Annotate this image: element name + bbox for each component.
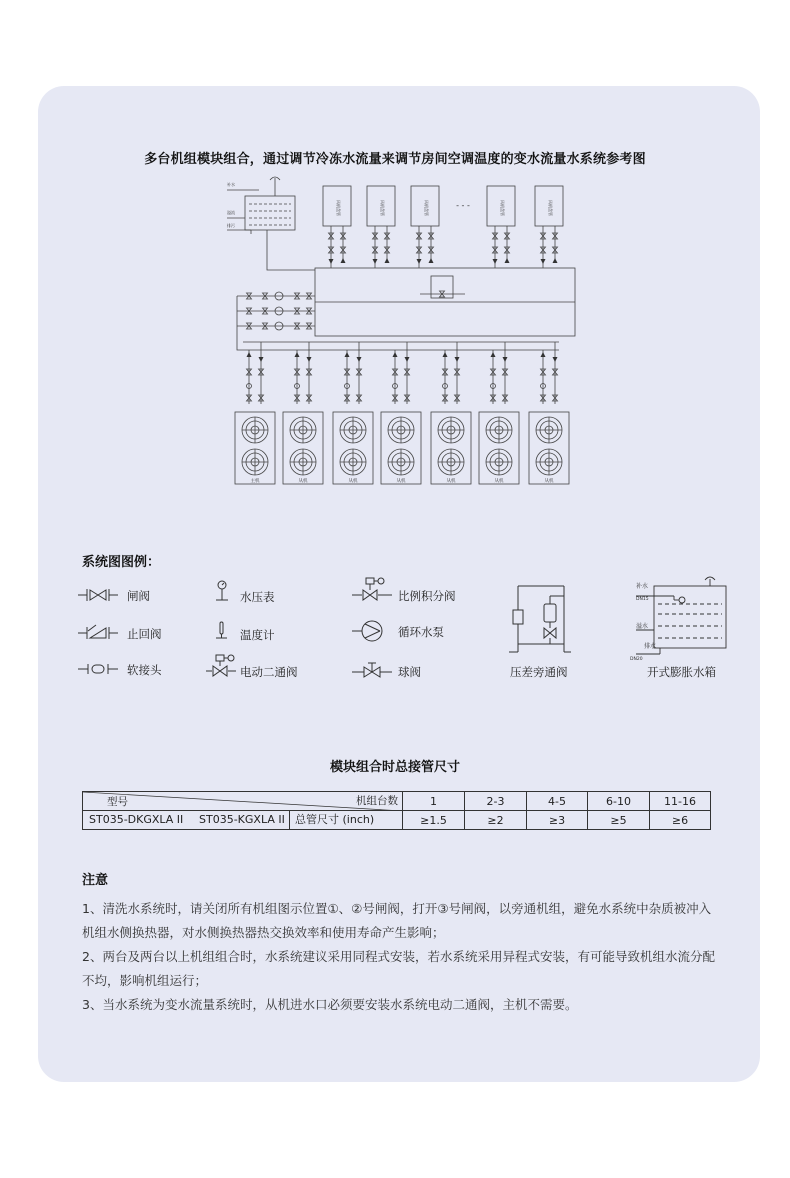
flow-arrow-icon (541, 352, 546, 357)
fan-coil-label: 风机盘管 (380, 200, 385, 216)
flow-arrow-icon (505, 258, 510, 263)
flow-arrow-icon (341, 258, 346, 263)
legend-electric-two-way-valve: 电动二通阀 (240, 665, 298, 679)
flow-arrow-icon (553, 258, 558, 263)
note-item: 1、清洗水系统时，请关闭所有机组图示位置①、②号闸阀，打开③号闸阀，以旁通机组，避免水系统中杂质被冲入机组水侧换热器，对水侧换热器热交换效率和使用寿命产生影响； (82, 901, 712, 940)
pressure-gauge-icon (212, 580, 232, 604)
pipe-size-table (82, 791, 711, 830)
legend-pressure-gauge: 水压表 (240, 590, 275, 604)
flow-arrow-icon (373, 259, 378, 264)
fan-coil-ellipsis: - - - (456, 201, 470, 210)
flow-arrow-icon (553, 357, 558, 362)
table-row-sizes (83, 811, 711, 830)
notes-list (82, 897, 722, 1017)
legend-soft-joint: 软接头 (127, 663, 162, 677)
tank-label-drain: 排污 (227, 223, 235, 228)
slave-label: 从机 (544, 479, 554, 484)
slave-label: 从机 (396, 479, 406, 484)
legend-proportional-valve: 比例积分阀 (398, 589, 456, 603)
circulating-pump-icon (352, 620, 392, 642)
legend-gate-valve: 闸阀 (127, 589, 150, 603)
tank-label-overflow: 溢流 (227, 210, 235, 215)
legend-bypass-valve: 压差旁通阀 (510, 665, 568, 679)
slave-label: 从机 (348, 479, 358, 484)
flow-arrow-icon (385, 258, 390, 263)
table-title: 模块组合时总接管尺寸 (329, 760, 460, 775)
row-label: 总管尺寸 (inch) (289, 811, 374, 829)
legend-expansion-tank: 开式膨胀水箱 (647, 665, 716, 679)
host-label: 主机 (250, 479, 260, 484)
table-col-header: 1 (403, 792, 465, 811)
table-cell: ≥3 (527, 811, 588, 830)
flow-arrow-icon (429, 258, 434, 263)
legend-heading: 系统图图例： (82, 555, 161, 570)
fan-coil-label: 风机盘管 (336, 200, 341, 216)
flow-arrow-icon (493, 259, 498, 264)
flow-arrow-icon (491, 352, 496, 357)
flow-arrow-icon (329, 259, 334, 264)
system-diagram (215, 172, 577, 490)
bypass-assembly (431, 276, 453, 298)
ball-valve-icon (352, 660, 392, 678)
model-name-1: ST035-DKGXLA II (89, 813, 184, 826)
header-unit-count: 机组台数 (356, 795, 398, 807)
flow-arrow-icon (541, 259, 546, 264)
tank-legend-label-drain: 排水 (644, 643, 657, 650)
tank-legend-label-dn20: DN20 (630, 657, 643, 662)
flow-arrow-icon (345, 352, 350, 357)
electric-two-way-valve-icon (206, 654, 242, 678)
tank-label-makeup: 补水 (227, 182, 235, 187)
model-name-2: ST035-KGXLA II (199, 813, 285, 826)
tank-legend-label-makeup: 补水 (636, 583, 649, 590)
note-item: 2、两台及两台以上机组组合时，水系统建议采用同程式安装，若水系统采用异程式安装，有可能导致机组水流分配不均，影响机组运行； (82, 949, 715, 988)
fan-coil-label: 风机盘管 (500, 200, 505, 216)
table-col-header: 11-16 (650, 792, 711, 811)
flow-arrow-icon (307, 357, 312, 362)
table-col-header: 6-10 (588, 792, 650, 811)
table-row-label-cell (83, 811, 403, 830)
table-cell: ≥5 (588, 811, 650, 830)
table-row-header (83, 792, 711, 811)
fan-coil-label: 风机盘管 (424, 200, 429, 216)
legend-circulating-pump: 循环水泵 (398, 625, 444, 639)
proportional-valve-icon (352, 577, 392, 603)
table-cell: ≥1.5 (403, 811, 465, 830)
legend-check-valve: 止回阀 (127, 627, 162, 641)
table-cell: ≥6 (650, 811, 711, 830)
flow-arrow-icon (357, 357, 362, 362)
slave-label: 从机 (298, 479, 308, 484)
table-col-header: 2-3 (465, 792, 527, 811)
flow-arrow-icon (455, 357, 460, 362)
flow-arrow-icon (503, 357, 508, 362)
note-item: 3、当水系统为变水流量系统时，从机进水口必须要安装水系统电动二通阀，主机不需要。 (82, 997, 578, 1012)
table-col-header: 4-5 (527, 792, 588, 811)
slave-label: 从机 (446, 479, 456, 484)
gate-valve-icon (78, 587, 118, 603)
flow-arrow-icon (259, 357, 264, 362)
header-model: 型号 (107, 796, 128, 808)
bypass-valve-icon (508, 582, 572, 656)
fan-coil-label: 风机盘管 (548, 200, 553, 216)
slave-label: 从机 (494, 479, 504, 484)
expansion-tank-icon (628, 574, 732, 664)
flow-arrow-icon (443, 352, 448, 357)
soft-joint-icon (78, 662, 118, 676)
diagram-title: 多台机组模块组合，通过调节冷冻水流量来调节房间空调温度的变水流量水系统参考图 (144, 152, 646, 167)
flow-arrow-icon (405, 357, 410, 362)
tank-legend-label-overflow: 溢水 (636, 623, 649, 630)
table-corner-cell (83, 792, 403, 811)
legend-ball-valve: 球阀 (398, 665, 421, 679)
tank-legend-label-dn15: DN15 (636, 597, 649, 602)
flow-arrow-icon (295, 352, 300, 357)
flow-arrow-icon (393, 352, 398, 357)
thermometer-icon (214, 620, 230, 642)
check-valve-icon (78, 624, 118, 640)
flow-arrow-icon (247, 352, 252, 357)
notes-heading: 注意 (82, 873, 109, 888)
flow-arrow-icon (417, 259, 422, 264)
table-cell: ≥2 (465, 811, 527, 830)
tank-connection-pipe (267, 230, 315, 270)
legend-thermometer: 温度计 (240, 628, 275, 642)
